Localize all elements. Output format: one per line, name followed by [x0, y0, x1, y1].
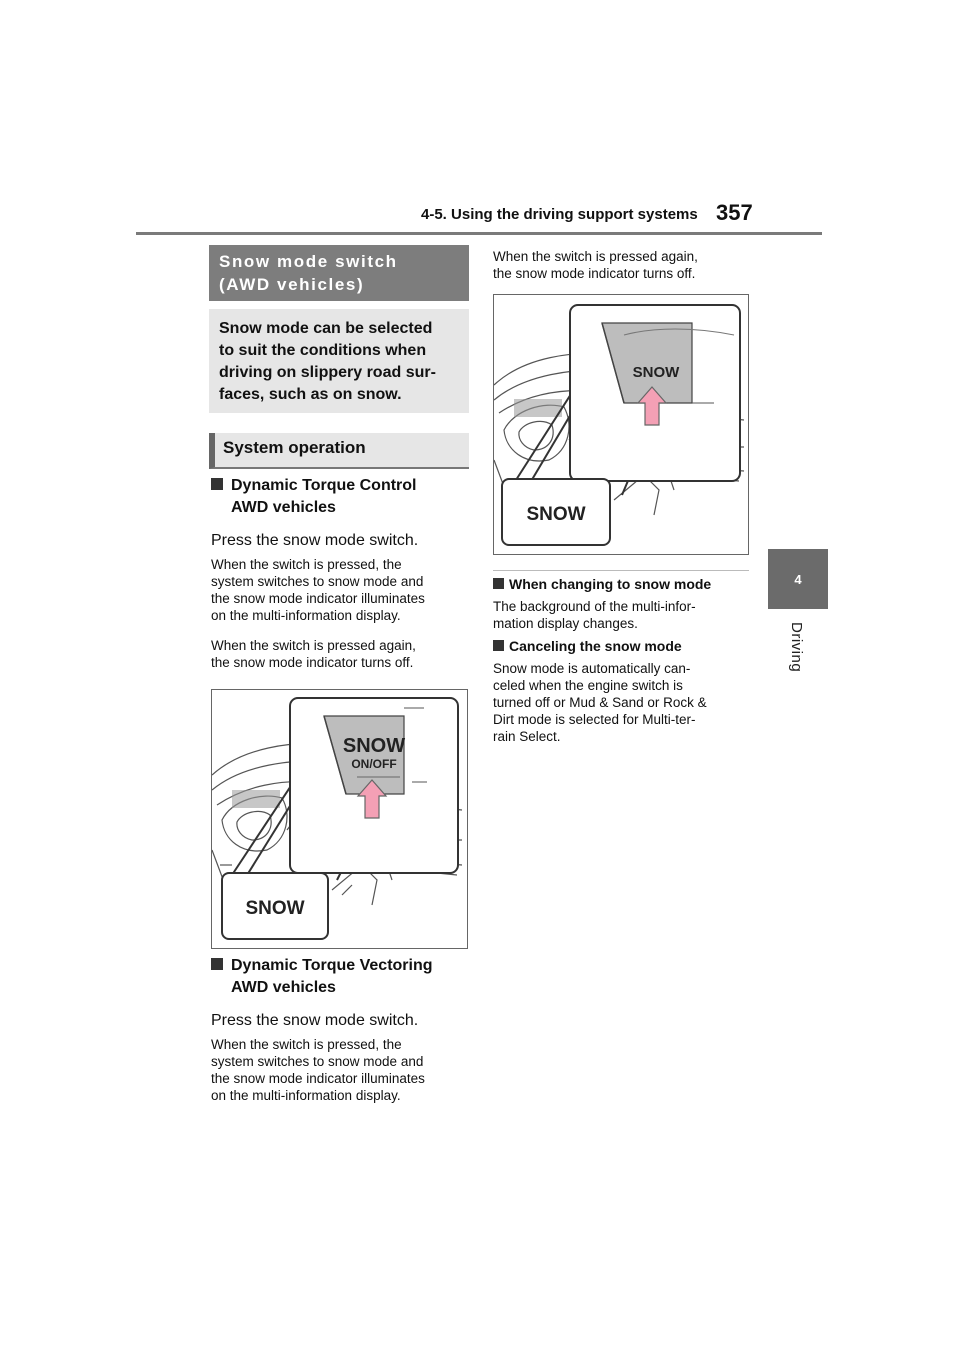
divider [493, 570, 749, 571]
text-line: When the switch is pressed again, [211, 638, 416, 653]
square-bullet-icon [211, 958, 223, 970]
note-changing-title [493, 576, 711, 592]
main-heading-line: Snow mode switch [219, 252, 398, 271]
header-rule [136, 232, 822, 235]
subheading-line: Dynamic Torque Vectoring [231, 957, 433, 974]
instruction-dtv: Press the snow mode switch. [211, 1012, 419, 1029]
subheading-dtc [211, 475, 417, 519]
snow-button-sublabel: ON/OFF [351, 757, 397, 771]
snow-button-label: SNOW [632, 364, 680, 381]
page-number: 357 [716, 200, 753, 225]
intro-line: driving on slippery road sur- [219, 364, 436, 381]
note-canceling-body [493, 660, 707, 745]
square-bullet-icon [493, 640, 504, 651]
text-line: When the switch is pressed again, [493, 249, 698, 264]
square-bullet-icon [211, 478, 223, 490]
text-line: the snow mode indicator illuminates [211, 1071, 425, 1086]
paragraph-pressed-dtc [211, 556, 425, 624]
subheading-line: Dynamic Torque Control [231, 477, 417, 494]
subheading-dtv [211, 955, 433, 999]
dashboard-illustration [212, 690, 467, 948]
chapter-name: Driving [788, 622, 805, 673]
figure-dtv [493, 294, 749, 555]
system-operation-heading: System operation [209, 433, 469, 469]
note-title-text: Canceling the snow mode [509, 638, 682, 654]
intro-line: to suit the conditions when [219, 342, 427, 359]
text-line: Dirt mode is selected for Multi-ter- [493, 712, 696, 727]
text-line: system switches to snow mode and [211, 1054, 424, 1069]
dashboard-illustration [494, 295, 748, 554]
chapter-number: 4 [794, 571, 802, 587]
text-line: on the multi-information display. [211, 608, 401, 623]
intro-line: Snow mode can be selected [219, 320, 433, 337]
square-bullet-icon [493, 578, 504, 589]
chapter-tab [768, 549, 828, 609]
text-line: the snow mode indicator illuminates [211, 591, 425, 606]
note-title-text: When changing to snow mode [509, 576, 712, 592]
paragraph-again-dtv [493, 248, 698, 282]
text-line: The background of the multi-infor- [493, 599, 696, 614]
text-line: mation display changes. [493, 616, 638, 631]
text-line: Snow mode is automatically can- [493, 661, 691, 676]
text-line: When the switch is pressed, the [211, 557, 402, 572]
subheading-line: AWD vehicles [231, 499, 336, 516]
paragraph-pressed-dtv [211, 1036, 425, 1104]
text-line: the snow mode indicator turns off. [493, 266, 696, 281]
text-line: the snow mode indicator turns off. [211, 655, 414, 670]
intro-line: faces, such as on snow. [219, 386, 402, 403]
text-line: turned off or Mud & Sand or Rock & [493, 695, 707, 710]
text-line: celed when the engine switch is [493, 678, 683, 693]
figure-dtc [211, 689, 468, 949]
main-heading-line: (AWD vehicles) [219, 275, 365, 294]
main-heading [209, 245, 469, 301]
snow-callout-label: SNOW [526, 504, 586, 525]
note-canceling-title [493, 638, 682, 654]
text-line: system switches to snow mode and [211, 574, 424, 589]
snow-button-label: SNOW [342, 735, 406, 757]
note-changing-body [493, 598, 696, 632]
text-line: on the multi-information display. [211, 1088, 401, 1103]
subheading-line: AWD vehicles [231, 979, 336, 996]
section-title: 4-5. Using the driving support systems [421, 206, 698, 223]
paragraph-again-dtc [211, 637, 416, 671]
snow-callout-label: SNOW [245, 898, 305, 919]
instruction-dtc: Press the snow mode switch. [211, 532, 419, 549]
intro-box [209, 309, 469, 413]
text-line: When the switch is pressed, the [211, 1037, 402, 1052]
text-line: rain Select. [493, 729, 561, 744]
